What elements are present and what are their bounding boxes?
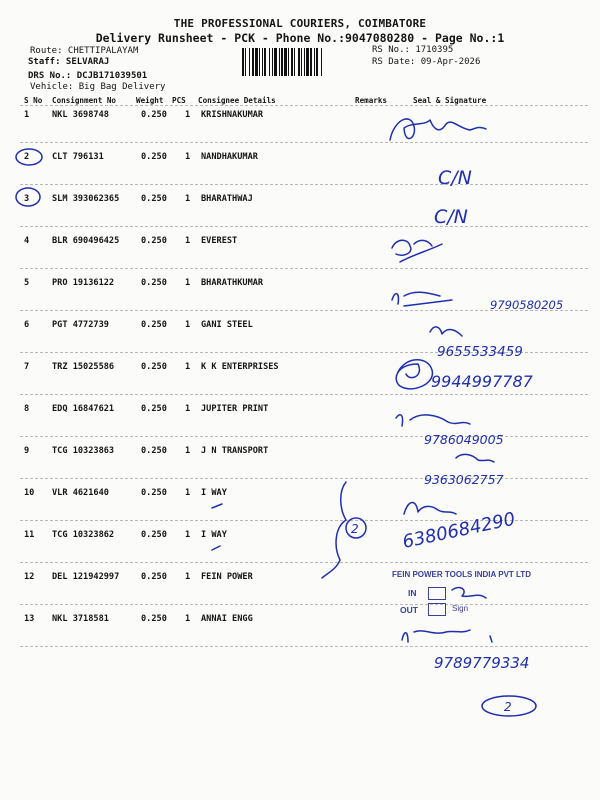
phone-row13: 9789779334 [434,654,530,672]
row-pcs: 1 [185,110,191,120]
row-weight: 0.250 [141,320,167,330]
row-consignment: TCG 10323862 [52,530,115,540]
row-sno: 2 [24,152,30,162]
signature-row4-icon [392,240,442,262]
seal-row7-icon [396,360,432,389]
row-weight: 0.250 [141,530,167,540]
row-weight: 0.250 [141,404,167,414]
row-sno: 11 [24,530,35,540]
signature-row9-icon [456,454,494,462]
row-consignee: BHARATHKUMAR [201,278,264,288]
row-sno: 1 [24,110,30,120]
row-pcs: 1 [185,278,191,288]
row-weight: 0.250 [141,278,167,288]
row-pcs: 1 [185,488,191,498]
col-weight: Weight [136,96,164,105]
row-consignee: I WAY [201,488,227,498]
row-consignment: DEL 121942997 [52,572,120,582]
mark-row10-icon [212,504,222,508]
row-weight: 0.250 [141,152,167,162]
signature-row10-icon [404,502,456,514]
signature-row1-icon [390,119,486,140]
stamp-scribble-icon [452,588,486,598]
row-weight: 0.250 [141,236,167,246]
route-label: Route: CHETTIPALAYAM [30,46,139,56]
row-sno: 10 [24,488,35,498]
row-pcs: 1 [185,404,191,414]
row-pcs: 1 [185,614,191,624]
stamp-out-label: OUT [400,605,418,615]
row-consignment: NKL 3718581 [52,614,109,624]
col-pcs: PCS [172,96,186,105]
row-weight: 0.250 [141,110,167,120]
company-title: THE PROFESSIONAL COURIERS, COIMBATORE [173,17,427,30]
row-consignment: TRZ 15025586 [52,362,115,372]
vehicle-label: Vehicle: Big Bag Delivery [30,82,166,92]
row-consignee: ANNAI ENGG [201,614,253,624]
signature-row13-icon [402,630,492,642]
count-number: 2 [351,522,359,536]
row-pcs: 1 [185,194,191,204]
row-consignment: CLT 796131 [52,152,104,162]
row-sno: 8 [24,404,30,414]
col-remarks: Remarks [355,96,388,105]
rs-date: RS Date: 09-Apr-2026 [372,57,481,67]
row-sno: 6 [24,320,30,330]
phone-row9: 9363062757 [424,472,504,487]
row-consignee: GANI STEEL [201,320,253,330]
row-sno: 9 [24,446,30,456]
row-sno: 4 [24,236,30,246]
row-consignment: VLR 4621640 [52,488,109,498]
row-consignee: KRISHNAKUMAR [201,110,264,120]
row-consignee: NANDHAKUMAR [201,152,258,162]
row-consignment: EDQ 16847621 [52,404,115,414]
signature-row8-icon [396,415,470,426]
row-consignment: NKL 3698748 [52,110,109,120]
phone-row6: 9655533459 [437,344,523,360]
drs-number: DRS No.: DCJB171039501 [28,71,148,81]
stamp-sign-label: Sign [452,604,469,613]
row3-circle-icon [16,188,40,206]
row2-circle-icon [16,149,42,165]
phone-row8: 9786049005 [424,432,504,447]
signature-row6-icon [430,327,462,336]
row-weight: 0.250 [141,362,167,372]
row-consignee: I WAY [201,530,227,540]
row-sno: 7 [24,362,30,372]
remark-row3: C/N [434,206,468,228]
row-pcs: 1 [185,152,191,162]
row-consignee: JUPITER PRINT [201,404,269,414]
row-consignee: FEIN POWER [201,572,253,582]
signature-row5-icon [392,292,452,306]
phone-row10-11: 6380684290 [400,508,518,553]
row-sno: 13 [24,614,35,624]
row-pcs: 1 [185,362,191,372]
row-consignee: EVEREST [201,236,238,246]
row-consignment: PGT 4772739 [52,320,109,330]
row-consignment: TCG 10323863 [52,446,115,456]
row-weight: 0.250 [141,194,167,204]
runsheet-subtitle: Delivery Runsheet - PCK - Phone No.:9047080280 - Page No.:1 [95,31,505,45]
row-sno: 3 [24,194,30,204]
page-total-number: 2 [504,700,512,714]
col-consignment: Consignment No [52,96,117,105]
company-stamp: FEIN POWER TOOLS INDIA PVT LTD [392,570,531,579]
row-sno: 5 [24,278,30,288]
col-sno: S No [24,96,43,105]
remark-row2: C/N [438,167,472,189]
row-consignment: SLM 393062365 [52,194,120,204]
row-pcs: 1 [185,530,191,540]
row-weight: 0.250 [141,446,167,456]
phone-row5: 9790580205 [490,298,564,312]
row-weight: 0.250 [141,572,167,582]
rs-number: RS No.: 1710395 [372,45,454,55]
row-consignee: K K ENTERPRISES [201,362,279,372]
row-pcs: 1 [185,446,191,456]
row-consignment: BLR 690496425 [52,236,120,246]
row-consignee: BHARATHWAJ [201,194,253,204]
brace-icon [322,482,346,578]
row-sno: 12 [24,572,35,582]
staff-label: Staff: SELVARAJ [28,57,110,67]
row-weight: 0.250 [141,614,167,624]
row-pcs: 1 [185,320,191,330]
row-pcs: 1 [185,572,191,582]
col-consignee: Consignee Details [198,96,276,105]
mark-row11-icon [212,546,220,550]
row-weight: 0.250 [141,488,167,498]
phone-row7: 9944997787 [431,372,533,391]
row-consignment: PRO 19136122 [52,278,115,288]
col-seal-signature: Seal & Signature [413,96,487,105]
row-consignee: J N TRANSPORT [201,446,269,456]
row-pcs: 1 [185,236,191,246]
stamp-in-label: IN [408,588,417,598]
